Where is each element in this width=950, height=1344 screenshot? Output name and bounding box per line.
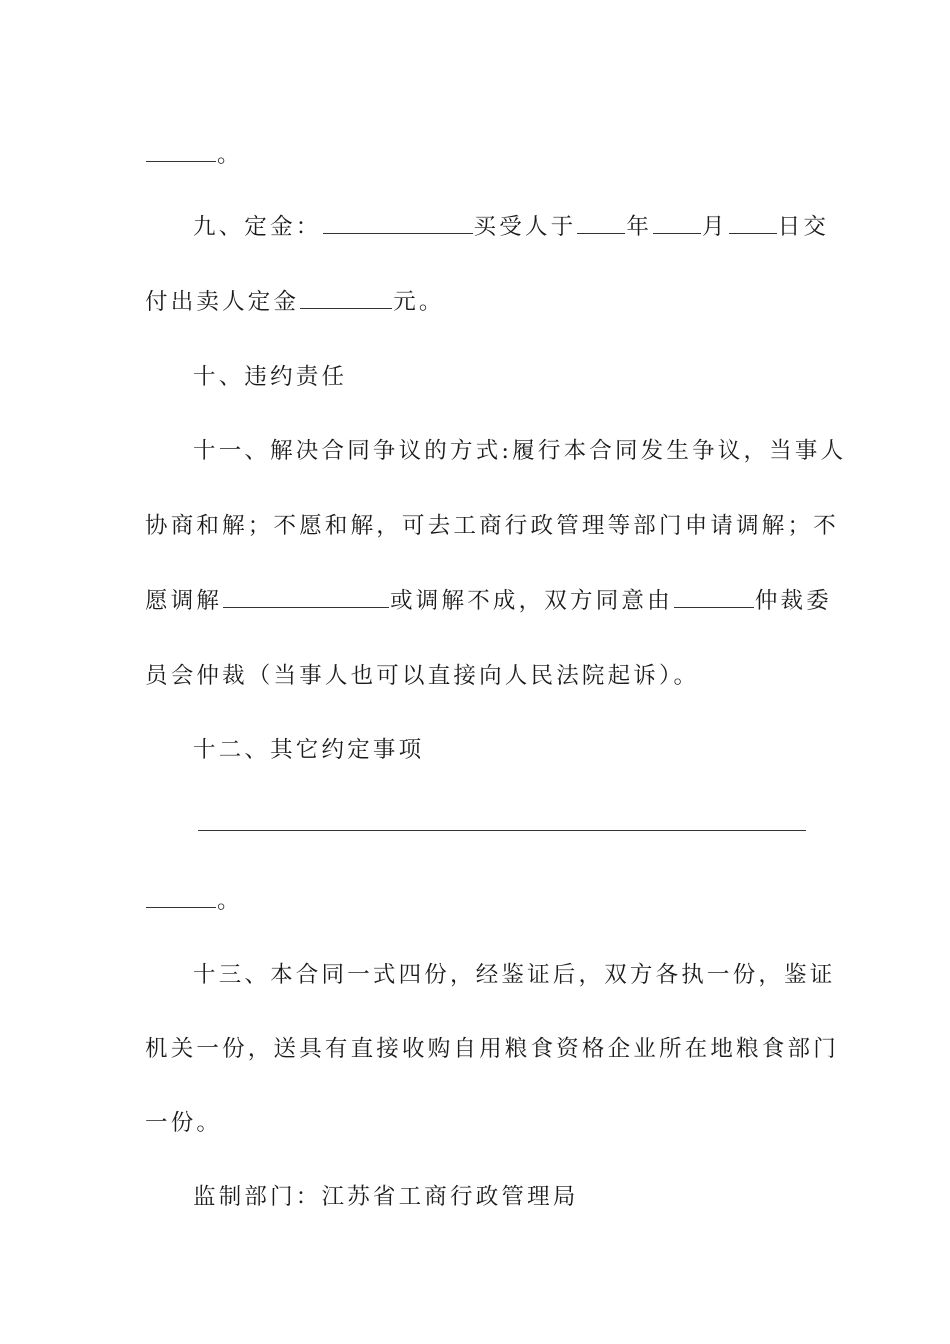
text-fragment: 或调解不成，双方同意由 (390, 588, 673, 614)
period: 。 (217, 888, 243, 914)
blank-underline (223, 589, 389, 608)
clause-13-line-2: 机关一份，送具有直接收购自用粮食资格企业所在地粮食部门 (145, 1036, 839, 1062)
clause-10: 十、违约责任 (193, 364, 348, 390)
text-fragment: 元。 (393, 289, 445, 315)
blank-underline (674, 589, 754, 608)
text-fragment: 月 (702, 214, 728, 240)
clause-11-line-1: 十一、解决合同争议的方式:履行本合同发生争议，当事人 (193, 438, 847, 464)
clause-9-line-1 (193, 212, 830, 242)
text-fragment: 愿调解 (145, 588, 223, 614)
blank-underline (146, 889, 216, 908)
text-fragment: 仲裁委 (754, 588, 832, 614)
clause-9-label: 九、定金： (193, 214, 322, 240)
blank-underline (146, 143, 216, 162)
period: 。 (217, 142, 243, 168)
blank-underline (323, 215, 473, 234)
clause-13-line-1: 十三、本合同一式四份，经鉴证后，双方各执一份，鉴证 (193, 962, 836, 988)
clause-11-line-3 (145, 586, 832, 616)
blank-underline (653, 215, 701, 234)
text-fragment: 买受人于 (473, 214, 577, 240)
blank-long-underline (198, 830, 806, 831)
text-line (145, 140, 807, 170)
supervisor-line: 监制部门：江苏省工商行政管理局 (193, 1184, 579, 1210)
clause-11-line-4: 员会仲裁（当事人也可以直接向人民法院起诉）。 (145, 663, 700, 689)
text-fragment: 日交 (777, 214, 830, 240)
text-fragment: 年 (626, 214, 653, 240)
blank-underline (300, 290, 392, 309)
blank-underline (577, 215, 625, 234)
text-fragment: 付出卖人定金 (145, 289, 300, 315)
clause-11-line-2: 协商和解；不愿和解，可去工商行政管理等部门申请调解；不 (145, 513, 839, 539)
clause-9-line-2 (145, 287, 807, 317)
clause-13-line-3: 一份。 (145, 1110, 223, 1136)
clause-12: 十二、其它约定事项 (193, 737, 425, 763)
blank-underline (729, 215, 777, 234)
text-line (145, 886, 807, 916)
